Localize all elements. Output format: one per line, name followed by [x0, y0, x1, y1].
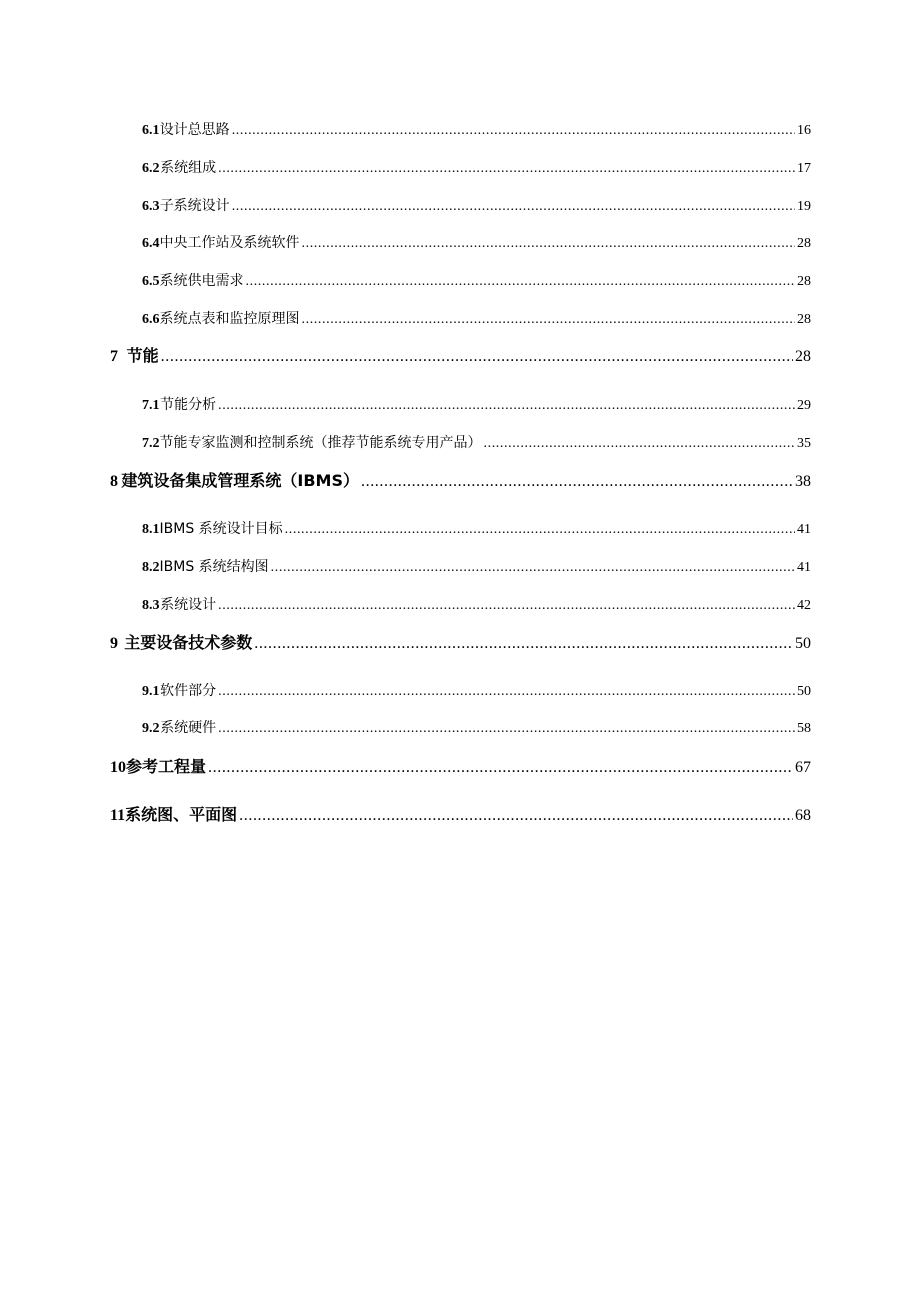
toc-entry-page: 67	[795, 759, 811, 776]
toc-entry-10[interactable]	[110, 754, 811, 777]
toc-entry-page: 28	[797, 312, 811, 327]
toc-entry-title: 节能分析	[160, 397, 217, 413]
toc-entry-number: 7.1	[142, 398, 160, 413]
toc-entry-number: 6.3	[142, 199, 160, 214]
toc-entry-8[interactable]	[110, 468, 811, 491]
toc-entry-title: 系统硬件	[160, 720, 217, 736]
toc-leader-dots	[271, 560, 795, 576]
toc-entry-title: 系统图、平面图	[125, 805, 238, 824]
toc-entry-page: 41	[797, 560, 811, 575]
toc-entry-6-1[interactable]	[142, 119, 811, 139]
toc-entry-page: 38	[795, 473, 811, 490]
toc-entry-6-6[interactable]	[142, 308, 811, 328]
toc-entry-title: IBMS 系统设计目标	[159, 521, 283, 537]
toc-entry-page: 19	[797, 199, 811, 214]
toc-entry-7-2[interactable]	[142, 432, 811, 452]
toc-entry-page: 28	[795, 348, 811, 365]
toc-entry-title: 软件部分	[160, 683, 217, 699]
toc-entry-title: IBMS 系统结构图	[159, 559, 269, 575]
toc-entry-number: 6.5	[142, 274, 160, 289]
toc-entry-9-2[interactable]	[142, 717, 811, 737]
toc-entry-number: 8.1	[142, 522, 160, 537]
toc-entry-number: 6.4	[142, 236, 160, 251]
toc-leader-dots	[239, 807, 793, 825]
toc-entry-page: 29	[797, 398, 811, 413]
toc-entry-11[interactable]	[110, 802, 811, 825]
toc-entry-title: 系统点表和监控原理图	[159, 311, 300, 327]
toc-entry-number: 9.1	[142, 684, 160, 699]
toc-entry-title: 系统组成	[160, 160, 217, 176]
toc-entry-title: 参考工程量	[126, 757, 207, 776]
toc-entry-title: 设计总思路	[159, 122, 230, 138]
toc-leader-dots	[218, 161, 795, 177]
toc-entry-page: 17	[797, 161, 811, 176]
toc-entry-9-1[interactable]	[142, 680, 811, 700]
toc-entry-title: 节能	[126, 346, 159, 365]
toc-leader-dots	[218, 398, 795, 414]
toc-entry-title: 系统设计	[160, 597, 217, 613]
toc-entry-6-3[interactable]	[142, 195, 811, 215]
toc-entry-6-5[interactable]	[142, 270, 811, 290]
toc-entry-7-1[interactable]	[142, 394, 811, 414]
toc-entry-number: 8.2	[142, 560, 160, 575]
toc-leader-dots	[254, 635, 793, 653]
toc-leader-dots	[246, 274, 796, 290]
toc-entry-page: 28	[797, 236, 811, 251]
toc-leader-dots	[361, 473, 793, 491]
toc-entry-number: 11	[110, 807, 126, 824]
toc-entry-8-2[interactable]	[142, 556, 811, 576]
toc-entry-number: 7.2	[142, 436, 160, 451]
toc-entry-number: 10	[110, 759, 126, 776]
toc-leader-dots	[218, 721, 795, 737]
toc-entry-page: 58	[797, 721, 811, 736]
toc-entry-6-4[interactable]	[142, 232, 811, 252]
toc-entry-number: 6.2	[142, 161, 160, 176]
toc-leader-dots	[302, 236, 796, 252]
toc-entry-title: 中央工作站及系统软件	[159, 235, 300, 251]
toc-entry-6-2[interactable]	[142, 157, 811, 177]
toc-leader-dots	[208, 759, 793, 777]
toc-entry-page: 50	[797, 684, 811, 699]
toc-entry-number: 9.2	[142, 721, 160, 736]
toc-entry-number: 6.1	[142, 123, 160, 138]
toc-entry-number: 8	[110, 473, 118, 490]
toc-leader-dots	[218, 684, 795, 700]
toc-entry-page: 68	[795, 807, 811, 824]
toc-leader-dots	[484, 436, 796, 452]
toc-entry-page: 28	[797, 274, 811, 289]
toc-entry-number: 6.6	[142, 312, 160, 327]
toc-entry-page: 35	[797, 436, 811, 451]
toc-entry-page: 50	[795, 635, 811, 652]
toc-entry-title: 主要设备技术参数	[124, 633, 253, 652]
toc-leader-dots	[218, 598, 795, 614]
toc-entry-8-1[interactable]	[142, 518, 811, 538]
toc-leader-dots	[232, 123, 795, 139]
toc-entry-page: 16	[797, 123, 811, 138]
toc-entry-number: 8.3	[142, 598, 160, 613]
toc-entry-page: 42	[797, 598, 811, 613]
toc-leader-dots	[302, 312, 796, 328]
toc-leader-dots	[285, 522, 795, 538]
toc-entry-number: 9	[110, 635, 118, 652]
toc-entry-title: 子系统设计	[159, 198, 230, 214]
toc-entry-title: 建筑设备集成管理系统（IBMS）	[121, 471, 359, 490]
toc-entry-number: 7	[110, 348, 118, 365]
toc-leader-dots	[161, 348, 793, 366]
toc-entry-title: 系统供电需求	[159, 273, 244, 289]
toc-entry-title: 节能专家监测和控制系统（推荐节能系统专用产品）	[159, 435, 482, 451]
toc-entry-9[interactable]	[110, 630, 811, 653]
toc-entry-7[interactable]	[110, 343, 811, 366]
toc-entry-8-3[interactable]	[142, 594, 811, 614]
toc-entry-page: 41	[797, 522, 811, 537]
toc-leader-dots	[232, 199, 795, 215]
